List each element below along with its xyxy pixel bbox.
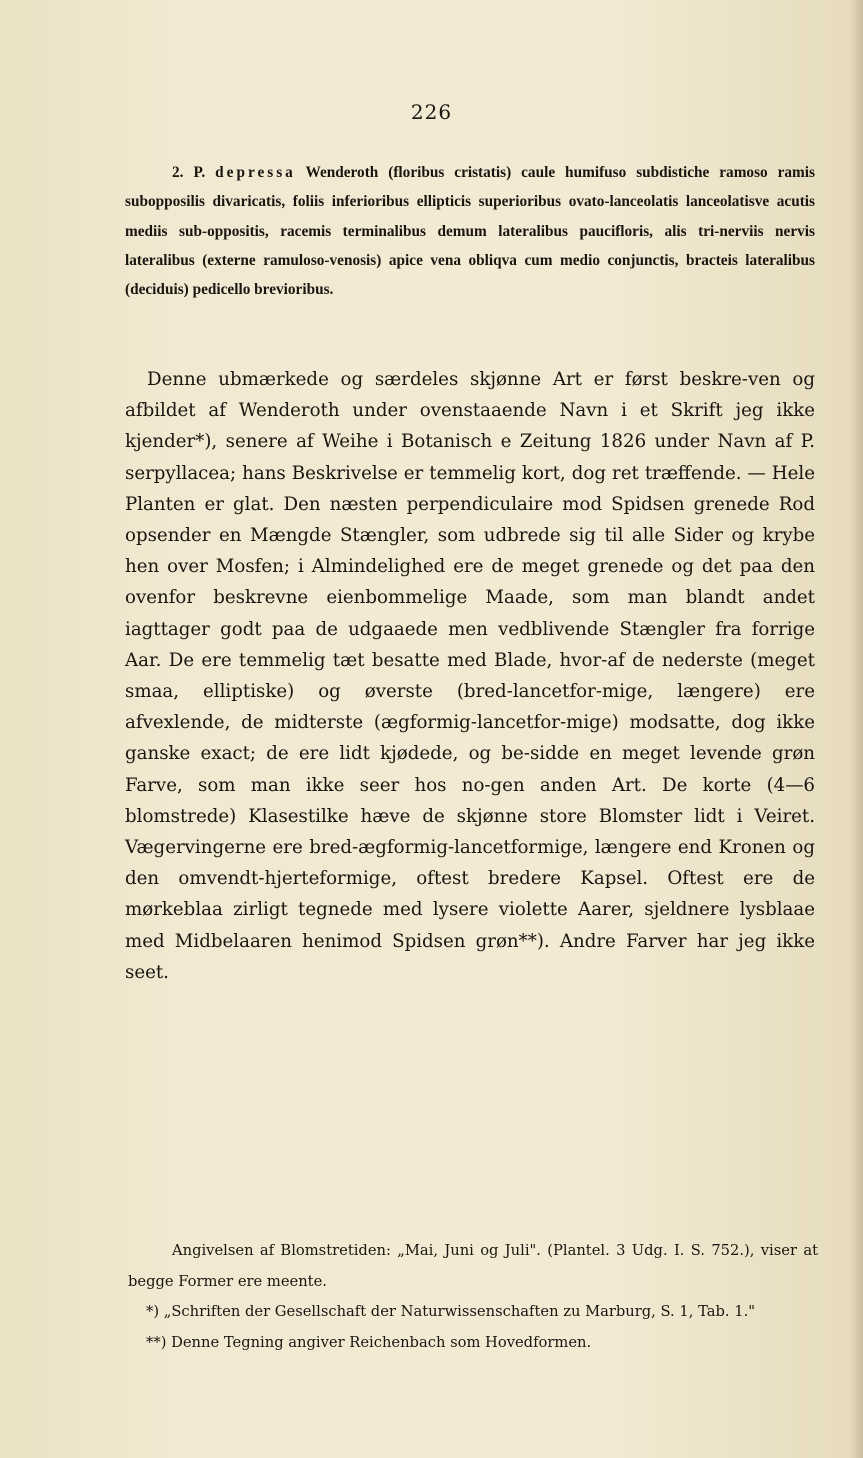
footnote-1-mark: *) — [146, 1303, 160, 1320]
footnote-2 — [128, 1328, 818, 1359]
footnote-2-text: Denne Tegning angiver Reichenbach som Hovedformen. — [171, 1333, 592, 1351]
footnote-1 — [128, 1297, 818, 1328]
page-number: 226 — [410, 100, 453, 124]
main-text — [125, 364, 815, 988]
page-edge-shadow — [849, 0, 863, 1458]
flowering-note: Angivelsen af Blomstretiden: „Mai, Juni og Juli". (Plantel. 3 Udg. I. S. 752.), viser at begge Former ere meente. — [128, 1242, 818, 1290]
latin-diagnosis: Wenderoth (floribus cristatis) caule humifuso subdistiche ramoso ramis subopposilis divaricatis, foliis inferioribus ellipticis superioribus ovato-lanceolatis lanceolatisve acutis mediis sub-oppositis, racemis terminalibus demum lateralibus paucifloris, alis tri-nerviis nervis lateralibus (externe ramuloso-venosis) apice vena obliqva cum medio conjunctis, bracteis lateralibus (deciduis) pedicello brevioribus. — [125, 164, 816, 299]
species-number: 2. — [172, 164, 184, 181]
footnote-1-text: „Schriften der Gesellschaft der Naturwissenschaften zu Marburg, S. 1, Tab. 1." — [163, 1303, 755, 1320]
species-name: depressa — [215, 164, 296, 181]
footnotes — [128, 1236, 818, 1358]
latin-description — [125, 158, 815, 304]
footnote-2-mark: **) — [146, 1333, 167, 1351]
genus-abbrev: P. — [193, 164, 206, 181]
latin-paragraph — [125, 158, 815, 304]
body-paragraph: Denne ubmærkede og særdeles skjønne Art er først beskre-ven og afbildet af Wenderoth under ovenstaaende Navn i et Skrift jeg ikke kjender*), senere af Weihe i Botanisch e Zeitung 1826 under Navn af P. serpyllacea; hans Beskrivelse er temmelig kort, dog ret træffende. — Hele Planten er glat. Den næsten perpendiculaire mod Spidsen grenede Rod opsender en Mængde Stængler, som udbrede sig til alle Sider og krybe hen over Mosfen; i Almindelighed ere de meget grenede og det paa den ovenfor beskrevne eienbommelige Maade, som man blandt andet iagttager godt paa de udgaaede men vedblivende Stængler fra forrige Aar. De ere temmelig tæt besatte med Blade, hvor-af de nederste (meget smaa, elliptiske) og øverste (bred-lancetfor-mige, længere) ere afvexlende, de midterste (ægformig-lancetfor-mige) modsatte, dog ikke ganske exact; de ere lidt kjødede, og be-sidde en meget levende grøn Farve, som man ikke seer hos no-gen anden Art. De korte (4—6 blomstrede) Klasestilke hæve de skjønne store Blomster lidt i Veiret. Vægervingerne ere bred-ægformig-lancetformige, længere end Kronen og den omvendt-hjerteformige, oftest bredere Kapsel. Oftest ere de mørkeblaa zirligt tegnede med lysere violette Aarer, sjeldnere lysblaae med Midbelaaren henimod Spidsen grøn**). Andre Farver har jeg ikke seet. — [125, 369, 815, 983]
